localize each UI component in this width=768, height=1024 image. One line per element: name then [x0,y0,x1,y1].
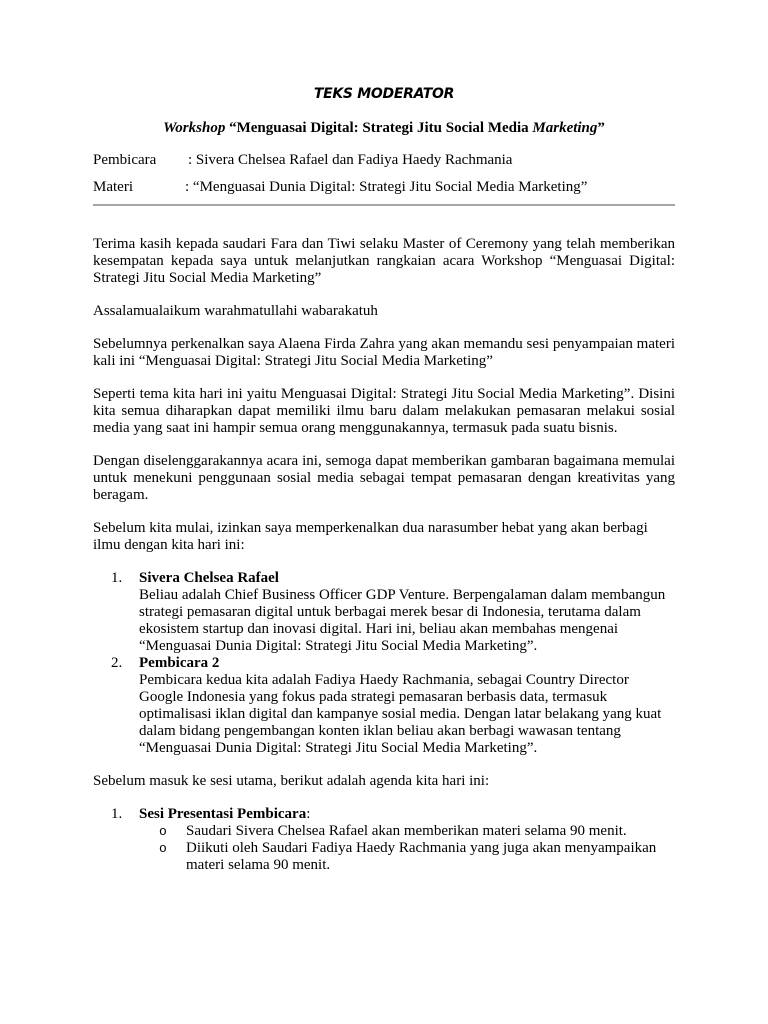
list-item [93,806,675,874]
paragraph-thanks: Terima kasih kepada saudari Fara dan Tiwi selaku Master of Ceremony yang telah memberikan kesempatan kepada saya untuk melanjutkan rangkaian acara Workshop “Menguasai Digital: Strategi Jitu Social Media Marketing” [93,236,675,286]
bullet-icon: o [159,841,167,856]
list-item [139,823,675,840]
paragraph-agenda-intro: Sebelum masuk ke sesi utama, berikut adalah agenda kita hari ini: [93,773,490,789]
document-subtitle [0,120,768,137]
list-item [93,570,675,655]
subtitle-marketing: Marketing [532,120,598,136]
speaker-description: Beliau adalah Chief Business Officer GDP Venture. Berpengalaman dalam membangun strategi pemasaran digital untuk berbagai merek besar di Indonesia, terutama dalam ekosistem startup dan inovasi digital. Hari ini, beliau akan membahas mengenai “Menguasai Dunia Digital: Strategi Jitu Social Media Marketing”. [139,587,666,654]
speaker-name: Sivera Chelsea Rafael [139,570,279,586]
subtitle-workshop: Workshop [163,120,226,136]
paragraph-theme: Seperti tema kita hari ini yaitu Menguasai Digital: Strategi Jitu Social Media Marketing”. Disini kita semua diharapkan dapat memiliki ilmu baru dalam melakukan pemasaran melakui sosial media yang saat ini hampir semua orang menggunakannya, termasuk pada suatu bisnis. [93,386,675,436]
agenda-item-text: Diikuti oleh Saudari Fadiya Haedy Rachmania yang juga akan menyampaikan materi selama 90 menit. [186,840,657,873]
document-body [93,236,675,890]
meta-material-value: : “Menguasai Dunia Digital: Strategi Jitu Social Media Marketing” [185,179,588,195]
paragraph-introduction: Sebelumnya perkenalkan saya Alaena Firda Zahra yang akan memandu sesi penyampaian materi kali ini “Menguasai Digital: Strategi Jitu Social Media Marketing” [93,336,675,369]
speaker-description: Pembicara kedua kita adalah Fadiya Haedy Rachmania, sebagai Country Director Google Indonesia yang fokus pada strategi pemasaran berbasis data, termasuk optimalisasi iklan digital dan kampanye sosial media. Dengan latar belakang yang kuat dalam bidang pengembangan konten iklan beliau akan berbagi wawasan tentang “Menguasai Dunia Digital: Strategi Jitu Social Media Marketing”. [139,672,662,756]
list-number: 1. [111,570,123,586]
list-number: 2. [111,655,123,671]
bullet-icon: o [159,824,167,839]
agenda-list [93,806,675,874]
subtitle-main: “Menguasai Digital: Strategi Jitu Social Media [225,120,533,136]
meta-speaker-value: : Sivera Chelsea Rafael dan Fadiya Haedy Rachmania [188,152,513,168]
header-divider [93,204,675,206]
speaker-name: Pembicara 2 [139,655,220,671]
paragraph-purpose: Dengan diselenggarakannya acara ini, semoga dapat memberikan gambaran bagaimana memulai untuk menekuni penggunaan sosial media sebagai tempat pemasaran dengan kreativitas yang beragam. [93,453,675,503]
agenda-sub-list [139,823,675,874]
agenda-title-colon: : [306,806,311,822]
document-title: TEKS MODERATOR [313,86,455,102]
list-item [93,655,675,757]
subtitle-close: ” [597,120,605,136]
speaker-list [93,570,675,757]
paragraph-greeting: Assalamualaikum warahmatullahi wabarakatuh [93,303,378,319]
agenda-item-text: Saudari Sivera Chelsea Rafael akan memberikan materi selama 90 menit. [186,823,627,839]
list-number: 1. [111,806,123,822]
meta-speaker-label: Pembicara [93,152,157,168]
agenda-title: Sesi Presentasi Pembicara [139,806,307,822]
list-item [139,840,675,874]
paragraph-speaker-intro: Sebelum kita mulai, izinkan saya memperkenalkan dua narasumber hebat yang akan berbagi ilmu dengan kita hari ini: [93,520,648,553]
meta-material-label: Materi [93,179,133,195]
